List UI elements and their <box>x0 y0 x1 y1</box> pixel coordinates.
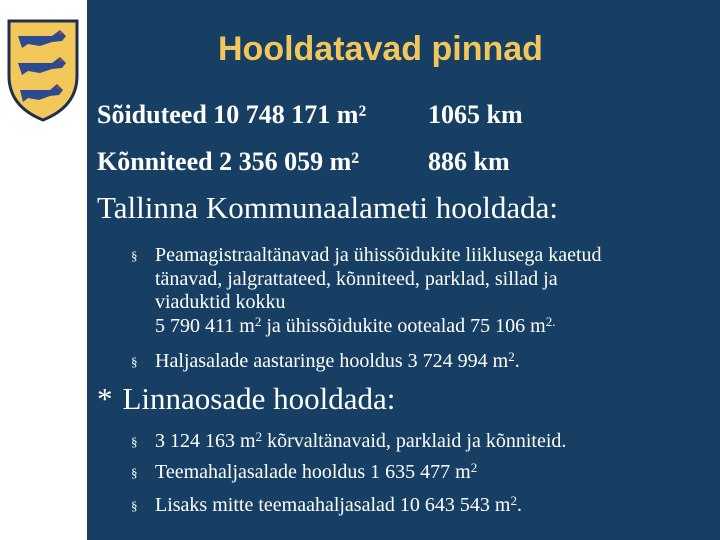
bullet-line: viaduktid kokku <box>155 291 286 313</box>
list-item <box>131 429 705 454</box>
slide-title: Hooldatavad pinnad <box>218 30 543 68</box>
superscript: 2. <box>545 313 556 329</box>
bullet-icon: § <box>131 465 138 480</box>
bullet-icon: § <box>131 498 138 513</box>
list-item <box>131 493 705 518</box>
bullet-line: Peamagistraaltänavad ja ühissõidukite liiklusega kaetud <box>155 244 602 266</box>
bullet-text: Lisaks mitte teemaahaljasalad 10 643 543 m <box>155 494 511 516</box>
list-item <box>131 349 705 374</box>
section2-heading <box>97 381 395 417</box>
bullet-text: ja ühissõidukite ootealad 75 106 m <box>261 314 546 337</box>
superscript: 2 <box>254 313 262 329</box>
coat-of-arms-icon <box>6 18 80 122</box>
roads-length: 1065 km <box>428 100 523 129</box>
bullet-text: 3 124 163 m <box>155 430 256 452</box>
superscript: 2 <box>510 493 517 508</box>
star-bullet: * <box>97 381 113 416</box>
bullet-text: Teemahaljasalade hooldus 1 635 477 m <box>155 461 471 483</box>
roads-area: Sõiduteed 10 748 171 m² <box>97 100 367 129</box>
roads-line <box>97 100 523 130</box>
bullet-icon: § <box>131 434 138 449</box>
bullet-icon: § <box>131 248 138 263</box>
walkways-area: Kõnniteed 2 356 059 m² <box>97 147 360 176</box>
bullet-icon: § <box>131 354 138 369</box>
bullet-line <box>155 315 705 339</box>
superscript: 2 <box>470 460 478 475</box>
bullet-line: tänavad, jalgrattateed, kõnniteed, parklad, sillad ja <box>155 267 558 290</box>
list-item <box>131 460 705 485</box>
bullet-text: Haljasalade aastaringe hooldus 3 724 994 m <box>155 350 509 372</box>
bullet-text: kõrvaltänavaid, parklaid ja kõnniteid. <box>262 430 567 452</box>
bullet-text: . <box>514 350 520 372</box>
walkways-line <box>97 147 510 177</box>
section1-heading: Tallinna Kommunaalameti hooldada: <box>97 190 558 225</box>
superscript: 2 <box>508 349 515 364</box>
section2-heading-text: Linnaosade hooldada: <box>122 381 396 416</box>
superscript: 2 <box>255 429 263 444</box>
walkways-length: 886 km <box>428 147 510 176</box>
bullet-text: 5 790 411 m <box>155 314 255 337</box>
list-item <box>131 244 705 338</box>
bullet-text: . <box>516 494 522 516</box>
